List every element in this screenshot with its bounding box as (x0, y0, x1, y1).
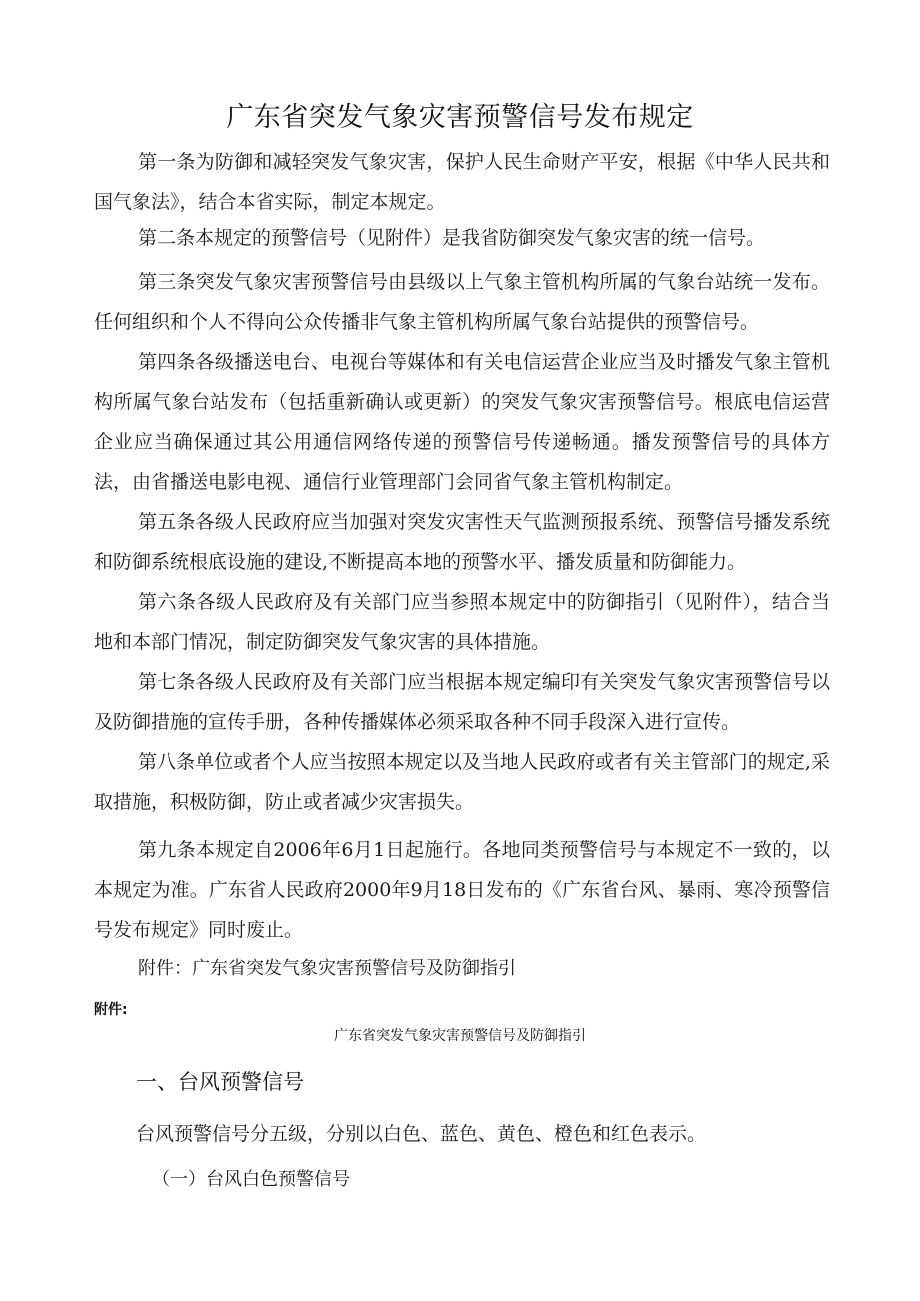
subsection-heading-white: （一）台风白色预警信号 (152, 1169, 350, 1190)
article-8: 第八条单位或者个人应当按照本规定以及当地人民政府或者有关主管部门的规定,采取措施，积极防御，防止或者减少灾害损失。 (94, 751, 830, 813)
article-7: 第七条各级人民政府及有关部门应当根据本规定编印有关突发气象灾害预警信号以及防御措施的宣传手册，各种传播媒体必须采取各种不同手段深入进行宣传。 (94, 671, 830, 733)
section-heading-typhoon: 一、台风预警信号 (136, 1070, 304, 1094)
attachment-reference: 附件：广东省突发气象灾害预警信号及防御指引 (138, 958, 516, 979)
article-6: 第六条各级人民政府及有关部门应当参照本规定中的防御指引（见附件），结合当地和本部门情况，制定防御突发气象灾害的具体措施。 (94, 591, 830, 653)
section-text-typhoon: 台风预警信号分五级，分别以白色、蓝色、黄色、橙色和红色表示。 (136, 1123, 707, 1145)
attachment-title: 广东省突发气象灾害预警信号及防御指引 (334, 1028, 586, 1044)
document-title: 广东省突发气象灾害预警信号发布规定 (226, 102, 694, 133)
article-3: 第三条突发气象灾害预警信号由县级以上气象主管机构所属的气象台站统一发布。任何组织和个人不得向公众传播非气象主管机构所属气象台站提供的预警信号。 (94, 271, 830, 333)
article-1: 第一条为防御和减轻突发气象灾害，保护人民生命财产平安，根据《中华人民共和国气象法》，结合本省实际，制定本规定。 (94, 151, 830, 213)
article-2: 第二条本规定的预警信号（见附件）是我省防御突发气象灾害的统一信号。 (138, 227, 766, 249)
attachment-label: 附件: (94, 1002, 128, 1018)
article-9: 第九条本规定自2006年6月1日起施行。各地同类预警信号与本规定不一致的，以本规定为准。广东省人民政府2000年9月18日发布的《广东省台风、暴雨、寒冷预警信号发布规定》同时废止。 (94, 839, 830, 941)
article-4: 第四条各级播送电台、电视台等媒体和有关电信运营企业应当及时播发气象主管机构所属气象台站发布（包括重新确认或更新）的突发气象灾害预警信号。根底电信运营企业应当确保通过其公用通信网络传递的预警信号传递畅通。播发预警信号的具体方法，由省播送电影电视、通信行业管理部门会同省气象主管机构制定。 (94, 351, 830, 493)
article-5: 第五条各级人民政府应当加强对突发灾害性天气监测预报系统、预警信号播发系统和防御系统根底设施的建设,不断提高本地的预警水平、播发质量和防御能力。 (94, 511, 830, 573)
